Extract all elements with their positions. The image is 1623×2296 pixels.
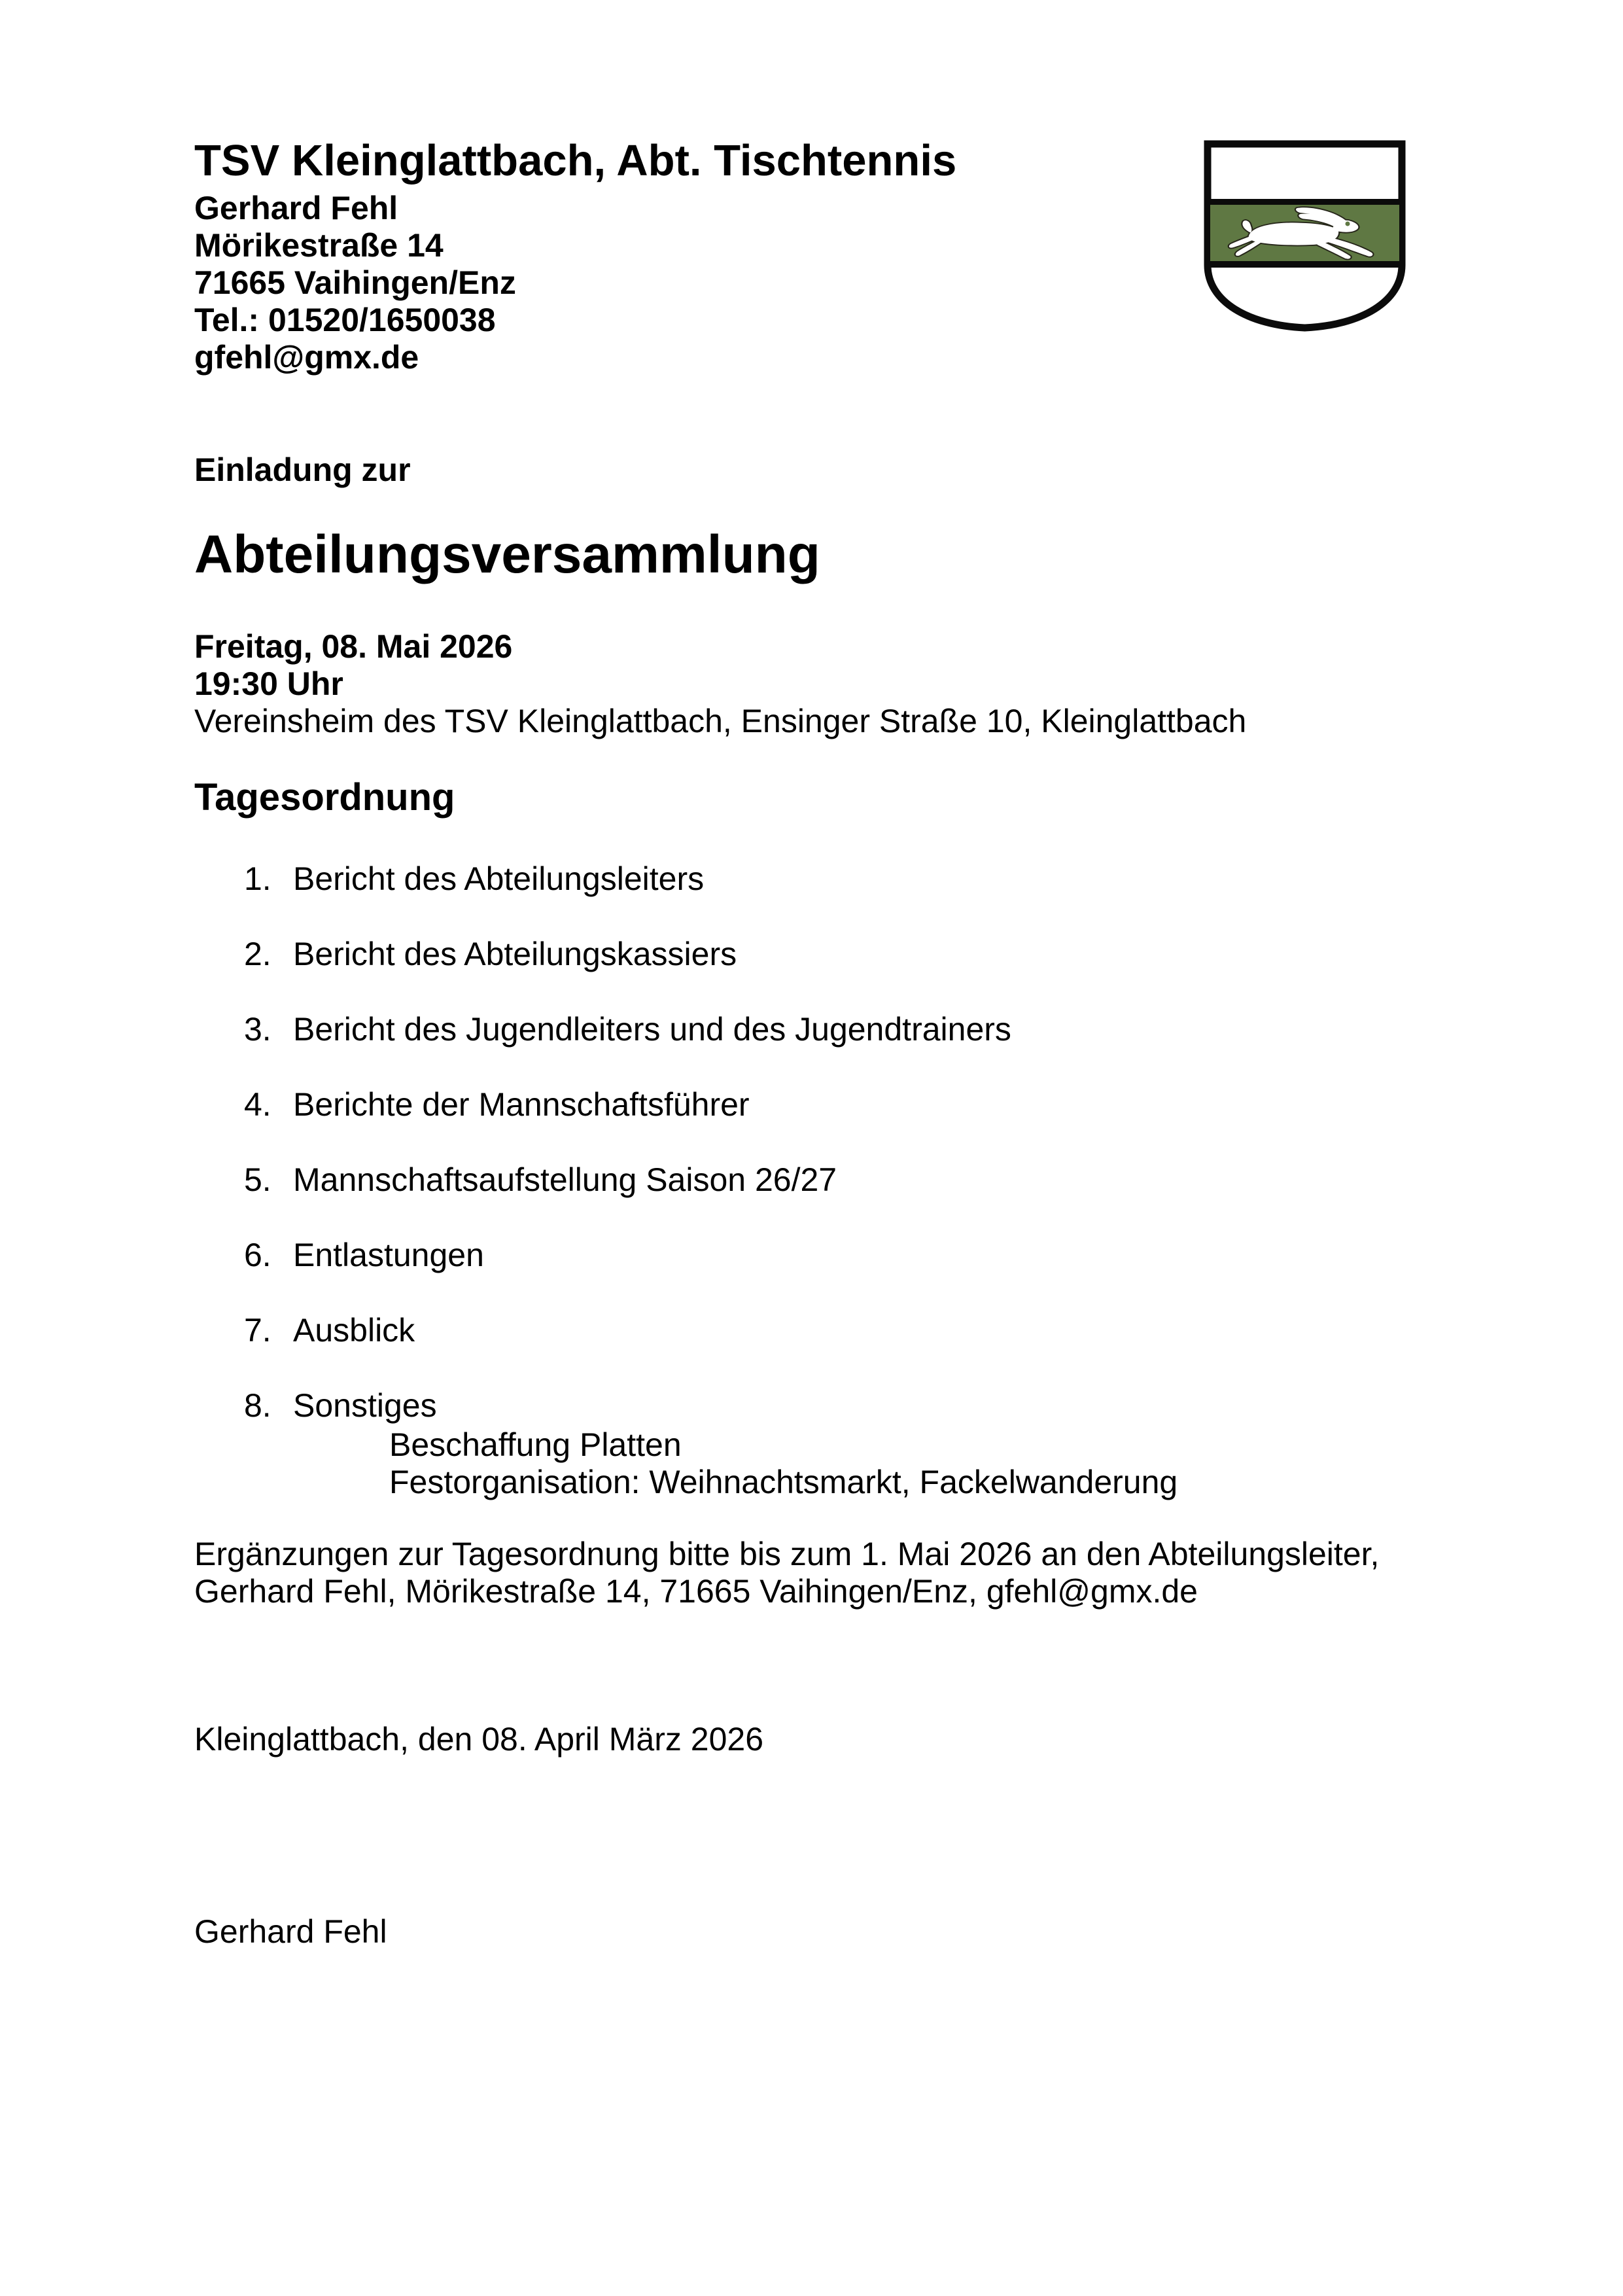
page-title: TSV Kleinglattbach, Abt. Tischtennis: [194, 136, 957, 185]
agenda-subitem-1: Beschaffung Platten: [389, 1426, 682, 1463]
agenda-item-text: Bericht des Abteilungskassiers: [293, 936, 737, 972]
band-bottom-line: [1210, 261, 1399, 268]
contact-street: Mörikestraße 14: [194, 227, 444, 264]
agenda-heading: Tagesordnung: [194, 776, 455, 819]
hare-eye: [1346, 222, 1350, 226]
agenda-item-number: 6.: [244, 1237, 271, 1273]
contact-name: Gerhard Fehl: [194, 190, 398, 226]
agenda-item-6: [244, 1237, 1487, 1274]
sender-header: [194, 136, 957, 376]
agenda-item-1: [244, 860, 1487, 898]
agenda-item-text: Sonstiges: [293, 1387, 437, 1424]
agenda-item-7: [244, 1312, 1487, 1349]
agenda-subitems: [389, 1426, 1487, 1501]
club-crest-hare-icon: [1203, 139, 1406, 332]
agenda-item-number: 5.: [244, 1161, 271, 1198]
agenda-item-text: Ausblick: [293, 1312, 415, 1349]
agenda-item-8: [244, 1387, 1487, 1501]
event-time: 19:30 Uhr: [194, 665, 343, 702]
contact-city: 71665 Vaihingen/Enz: [194, 264, 516, 301]
agenda-item-number: 2.: [244, 936, 271, 972]
event-when-block: [194, 628, 1246, 740]
amendments-note: [194, 1536, 1379, 1610]
contact-email: gfehl@gmx.de: [194, 339, 419, 376]
agenda-item-number: 3.: [244, 1011, 271, 1048]
amendments-note-line2: Gerhard Fehl, Mörikestraße 14, 71665 Vaihingen/Enz, gfehl@gmx.de: [194, 1573, 1198, 1610]
agenda-item-5: [244, 1161, 1487, 1199]
agenda-item-number: 4.: [244, 1086, 271, 1123]
agenda-item-3: [244, 1011, 1487, 1048]
agenda-item-text: Entlastungen: [293, 1237, 484, 1273]
agenda-item-text: Bericht des Abteilungsleiters: [293, 860, 705, 897]
event-location: Vereinsheim des TSV Kleinglattbach, Ensinger Straße 10, Kleinglattbach: [194, 703, 1247, 739]
event-title: Abteilungsversammlung: [194, 525, 820, 584]
agenda-item-text: Berichte der Mannschaftsführer: [293, 1086, 750, 1123]
agenda-item-2: [244, 936, 1487, 973]
agenda-subitem-2: Festorganisation: Weihnachtsmarkt, Fackelwanderung: [389, 1464, 1178, 1500]
amendments-note-line1: Ergänzungen zur Tagesordnung bitte bis zum 1. Mai 2026 an den Abteilungsleiter,: [194, 1536, 1380, 1572]
agenda-item-4: [244, 1086, 1487, 1123]
signature-name: Gerhard Fehl: [194, 1913, 387, 1950]
agenda-item-number: 8.: [244, 1387, 271, 1424]
contact-phone: Tel.: 01520/1650038: [194, 302, 496, 338]
agenda-item-text: Mannschaftsaufstellung Saison 26/27: [293, 1161, 837, 1198]
closing-place-date: Kleinglattbach, den 08. April März 2026: [194, 1721, 763, 1757]
club-crest-logo: [1203, 139, 1406, 332]
event-date: Freitag, 08. Mai 2026: [194, 628, 513, 665]
agenda-item-number: 7.: [244, 1312, 271, 1349]
agenda-list: [244, 860, 1487, 1501]
invitation-intro: Einladung zur: [194, 451, 411, 488]
agenda-item-number: 1.: [244, 860, 271, 897]
agenda-item-text: Bericht des Jugendleiters und des Jugendtrainers: [293, 1011, 1011, 1048]
band-top-line: [1210, 199, 1399, 205]
